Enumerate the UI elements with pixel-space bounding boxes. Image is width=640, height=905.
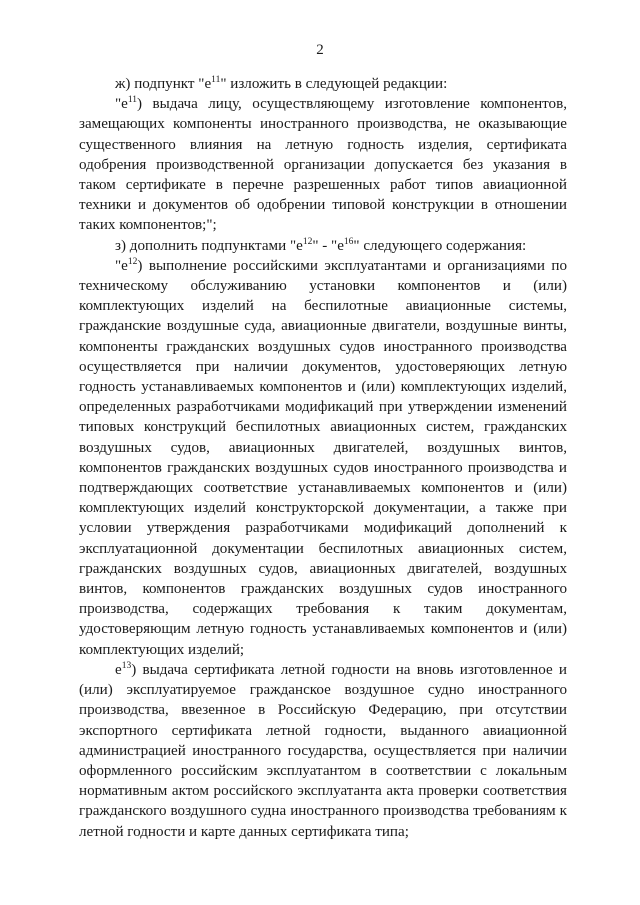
- paragraph: [79, 236, 567, 256]
- text-run: ж) подпункт "е: [115, 76, 212, 92]
- text-run: з) дополнить подпунктами "е: [115, 237, 303, 254]
- text-run: " изложить в следующей редакции:: [220, 76, 448, 92]
- superscript: 12: [302, 236, 313, 247]
- superscript: 16: [343, 236, 354, 247]
- paragraph: [79, 660, 567, 842]
- text-run: " - "е: [312, 237, 344, 254]
- superscript: 13: [121, 660, 132, 671]
- superscript: 11: [211, 74, 221, 85]
- superscript: 12: [127, 256, 138, 267]
- paragraph: [79, 74, 567, 94]
- paragraph: [79, 256, 567, 660]
- text-run: ) выдача сертификата летной годности на вновь изготовленное и (или) эксплуатируемое гражданское воздушное судно иностранного производства, ввезенное в Российскую Федерацию, при отсутствии экспортного сертификата летной годности, выданного авиационной администрацией иностранного государства, осуществляется при наличии оформленного российским эксплуатантом в соответствии с локальным нормативным актом российского эксплуатанта акта проверки соответствия гражданского воздушного судна иностранного производства требованиям к летной годности и карте данных сертификата типа;: [79, 661, 567, 840]
- text-run: " следующего содержания:: [353, 237, 527, 254]
- text-run: е: [115, 661, 122, 678]
- text-run: ) выполнение российскими эксплуатантами и организациями по техническому обслуживанию установки компонентов и (или) комплектующих изделий на беспилотные авиационные системы, гражданские воздушные суда, авиационные двигатели, воздушные винты, компоненты гражданских воздушных судов иностранного производства осуществляется при наличии документов, удостоверяющих летную годность устанавливаемых компонентов и (или) комплектующих изделий, определенных разработчиками модификаций при утверждении изменений типовых конструкций беспилотных авиационных систем, гражданских воздушных судов, авиационных двигателей, воздушных винтов, компонентов гражданских воздушных судов иностранного производства и подтверждающих соответствие устанавливаемых компонентов и (или) комплектующих изделий конструкторской документации, а также при условии утверждения разработчиками модификаций дополнений к эксплуатационной документации беспилотных авиационных систем, гражданских воздушных судов, авиационных двигателей, воздушных винтов, компонентов гражданских воздушных судов иностранного производства, содержащих требования к таким документам, удостоверяющим летную годность устанавливаемых компонентов и (или) комплектующих изделий;: [79, 257, 567, 658]
- text-run: "е: [115, 257, 128, 274]
- document-body: [79, 74, 567, 842]
- text-run: "е: [115, 96, 128, 113]
- superscript: 11: [127, 95, 138, 106]
- paragraph: [79, 94, 567, 235]
- text-run: ) выдача лицу, осуществляющему изготовление компонентов, замещающих компоненты иностранного производства, не оказывающие существенного влияния на летную годность изделия, сертификата одобрения производственной организации допускается без указания в таком сертификате в перечне разрешенных работ типов авиационной техники и документов об одобрении типовой конструкции в отношении таких компонентов;";: [79, 96, 567, 234]
- page-number: 2: [316, 42, 324, 58]
